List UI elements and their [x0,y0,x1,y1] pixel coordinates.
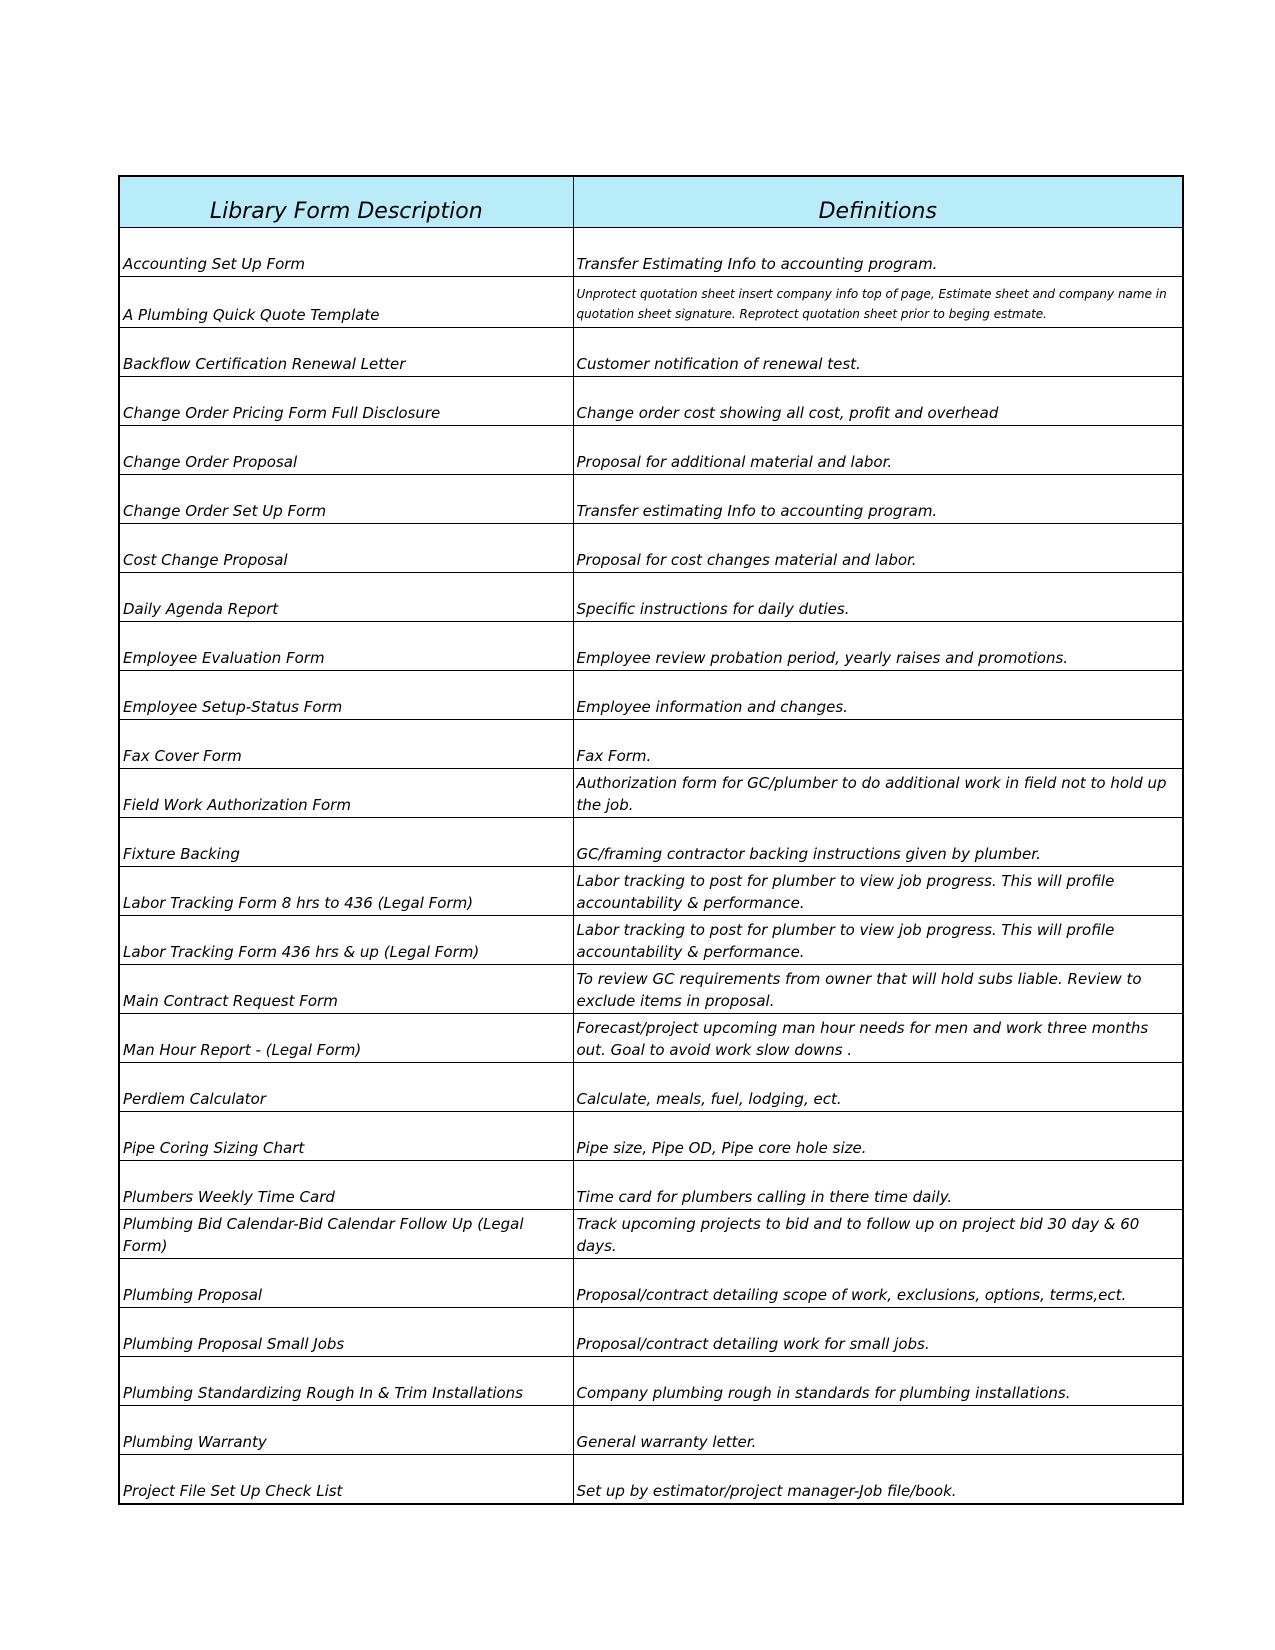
table-row [119,720,1183,769]
definition-cell: Labor tracking to post for plumber to view job progress. This will profile accountability & performance. [573,916,1183,965]
definition-cell: To review GC requirements from owner that will hold subs liable. Review to exclude items in proposal. [573,965,1183,1014]
table-row [119,965,1183,1014]
form-description-cell: Employee Setup-Status Form [119,671,573,720]
form-description-cell: Accounting Set Up Form [119,228,573,277]
definition-cell: Track upcoming projects to bid and to follow up on project bid 30 day & 60 days. [573,1210,1183,1259]
form-description-cell: Backflow Certification Renewal Letter [119,328,573,377]
form-description-cell: Cost Change Proposal [119,524,573,573]
table-row [119,1259,1183,1308]
form-description-cell: Plumbing Warranty [119,1406,573,1455]
definition-cell: Proposal/contract detailing scope of work, exclusions, options, terms,ect. [573,1259,1183,1308]
definition-cell: Calculate, meals, fuel, lodging, ect. [573,1063,1183,1112]
definition-cell: Transfer estimating Info to accounting program. [573,475,1183,524]
form-description-cell: Labor Tracking Form 436 hrs & up (Legal Form) [119,916,573,965]
table-row [119,228,1183,277]
definition-cell: Employee information and changes. [573,671,1183,720]
definition-cell: Specific instructions for daily duties. [573,573,1183,622]
table-row [119,524,1183,573]
form-description-cell: Fixture Backing [119,818,573,867]
form-description-cell: Plumbing Bid Calendar-Bid Calendar Follow Up (Legal Form) [119,1210,573,1259]
table-row [119,573,1183,622]
definition-cell: Forecast/project upcoming man hour needs for men and work three months out. Goal to avoid work slow downs . [573,1014,1183,1063]
definition-cell: Proposal/contract detailing work for small jobs. [573,1308,1183,1357]
table-row [119,277,1183,328]
definition-cell: General warranty letter. [573,1406,1183,1455]
definition-cell: Unprotect quotation sheet insert company info top of page, Estimate sheet and company name in quotation sheet signature. Reprotect quotation sheet prior to beging estmate. [573,277,1183,328]
definition-cell: Fax Form. [573,720,1183,769]
form-description-cell: A Plumbing Quick Quote Template [119,277,573,328]
table-row [119,1308,1183,1357]
definition-cell: Change order cost showing all cost, profit and overhead [573,377,1183,426]
form-library-table [118,175,1184,1505]
form-description-cell: Project File Set Up Check List [119,1455,573,1505]
table-header-row [119,176,1183,228]
form-description-cell: Pipe Coring Sizing Chart [119,1112,573,1161]
table-row [119,1112,1183,1161]
definition-cell: Time card for plumbers calling in there time daily. [573,1161,1183,1210]
definition-cell: GC/framing contractor backing instructions given by plumber. [573,818,1183,867]
definition-cell: Transfer Estimating Info to accounting program. [573,228,1183,277]
table-row [119,769,1183,818]
column-header-definitions: Definitions [573,176,1183,228]
form-description-cell: Perdiem Calculator [119,1063,573,1112]
definition-cell: Labor tracking to post for plumber to view job progress. This will profile accountability & performance. [573,867,1183,916]
definition-cell: Authorization form for GC/plumber to do additional work in field not to hold up the job. [573,769,1183,818]
form-description-cell: Daily Agenda Report [119,573,573,622]
form-description-cell: Labor Tracking Form 8 hrs to 436 (Legal Form) [119,867,573,916]
table-row [119,818,1183,867]
table-row [119,622,1183,671]
form-description-cell: Plumbing Standardizing Rough In & Trim Installations [119,1357,573,1406]
table-row [119,867,1183,916]
table-row [119,1357,1183,1406]
form-description-cell: Change Order Proposal [119,426,573,475]
table-row [119,426,1183,475]
form-description-cell: Plumbing Proposal Small Jobs [119,1308,573,1357]
definition-cell: Proposal for additional material and labor. [573,426,1183,475]
table-row [119,1063,1183,1112]
form-description-cell: Man Hour Report - (Legal Form) [119,1014,573,1063]
table-row [119,1161,1183,1210]
table-row [119,377,1183,426]
form-description-cell: Plumbing Proposal [119,1259,573,1308]
table-body [119,228,1183,1505]
table-row [119,328,1183,377]
form-description-cell: Plumbers Weekly Time Card [119,1161,573,1210]
column-header-form-description: Library Form Description [119,176,573,228]
definition-cell: Set up by estimator/project manager-Job file/book. [573,1455,1183,1505]
table-row [119,1455,1183,1505]
definition-cell: Pipe size, Pipe OD, Pipe core hole size. [573,1112,1183,1161]
definition-cell: Customer notification of renewal test. [573,328,1183,377]
definition-cell: Employee review probation period, yearly raises and promotions. [573,622,1183,671]
table-row [119,916,1183,965]
table-row [119,671,1183,720]
form-description-cell: Employee Evaluation Form [119,622,573,671]
table-row [119,1210,1183,1259]
form-description-cell: Change Order Pricing Form Full Disclosure [119,377,573,426]
table-row [119,1014,1183,1063]
form-description-cell: Main Contract Request Form [119,965,573,1014]
form-description-cell: Fax Cover Form [119,720,573,769]
form-description-cell: Change Order Set Up Form [119,475,573,524]
table-row [119,475,1183,524]
form-description-cell: Field Work Authorization Form [119,769,573,818]
definition-cell: Company plumbing rough in standards for plumbing installations. [573,1357,1183,1406]
table-row [119,1406,1183,1455]
definition-cell: Proposal for cost changes material and labor. [573,524,1183,573]
